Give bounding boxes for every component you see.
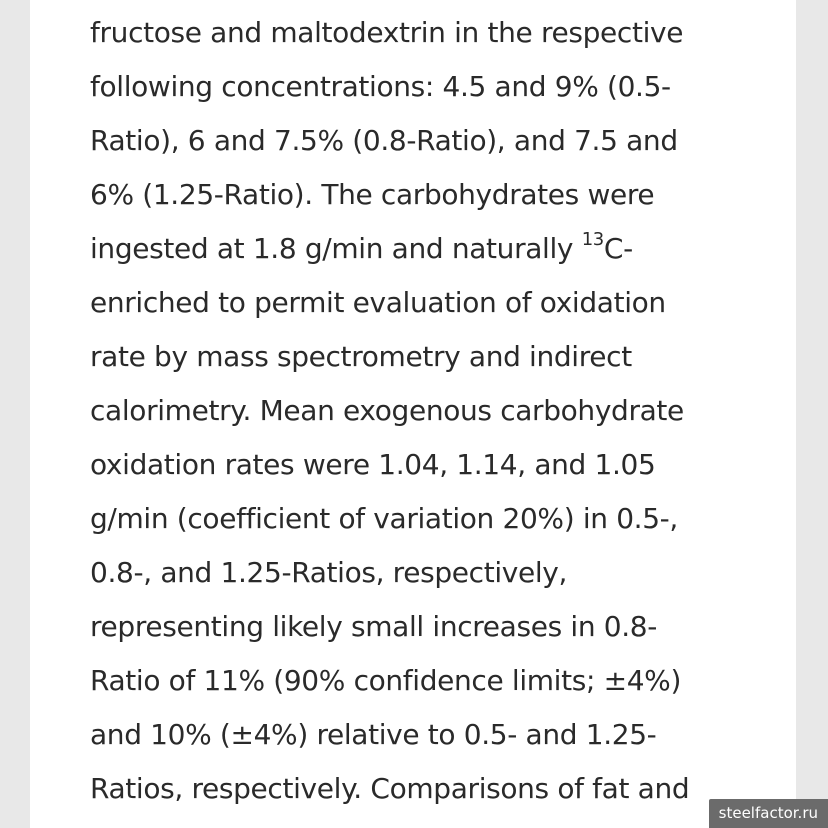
text-line: g/min (coefficient of variation 20%) in 0.5-, [90,502,678,535]
article-card [30,0,796,828]
text-line: and 10% (±4%) relative to 0.5- and 1.25- [90,718,657,751]
text-line: fructose and maltodextrin in the respective [90,16,684,49]
text-line: enriched to permit evaluation of oxidation [90,286,666,319]
text-line: following concentrations: 4.5 and 9% (0.5- [90,70,671,103]
article-body [90,6,790,816]
text-line: calorimetry. Mean exogenous carbohydrate [90,394,684,427]
text-segment: C- [603,232,633,265]
text-line: 0.8-, and 1.25-Ratios, respectively, [90,556,568,589]
text-line: representing likely small increases in 0.8- [90,610,658,643]
watermark-label: steelfactor.ru [709,799,828,828]
text-line: Ratio of 11% (90% confidence limits; ±4%) [90,664,682,697]
text-line-isotope [90,222,790,276]
text-line: oxidation rates were 1.04, 1.14, and 1.05 [90,448,656,481]
isotope-superscript: 13 [581,228,604,250]
text-line: Ratios, respectively. Comparisons of fat and [90,772,690,805]
text-line: Ratio), 6 and 7.5% (0.8-Ratio), and 7.5 and [90,124,678,157]
text-line: rate by mass spectrometry and indirect [90,340,632,373]
text-line: 6% (1.25-Ratio). The carbohydrates were [90,178,655,211]
text-segment: ingested at 1.8 g/min and naturally [90,232,582,265]
